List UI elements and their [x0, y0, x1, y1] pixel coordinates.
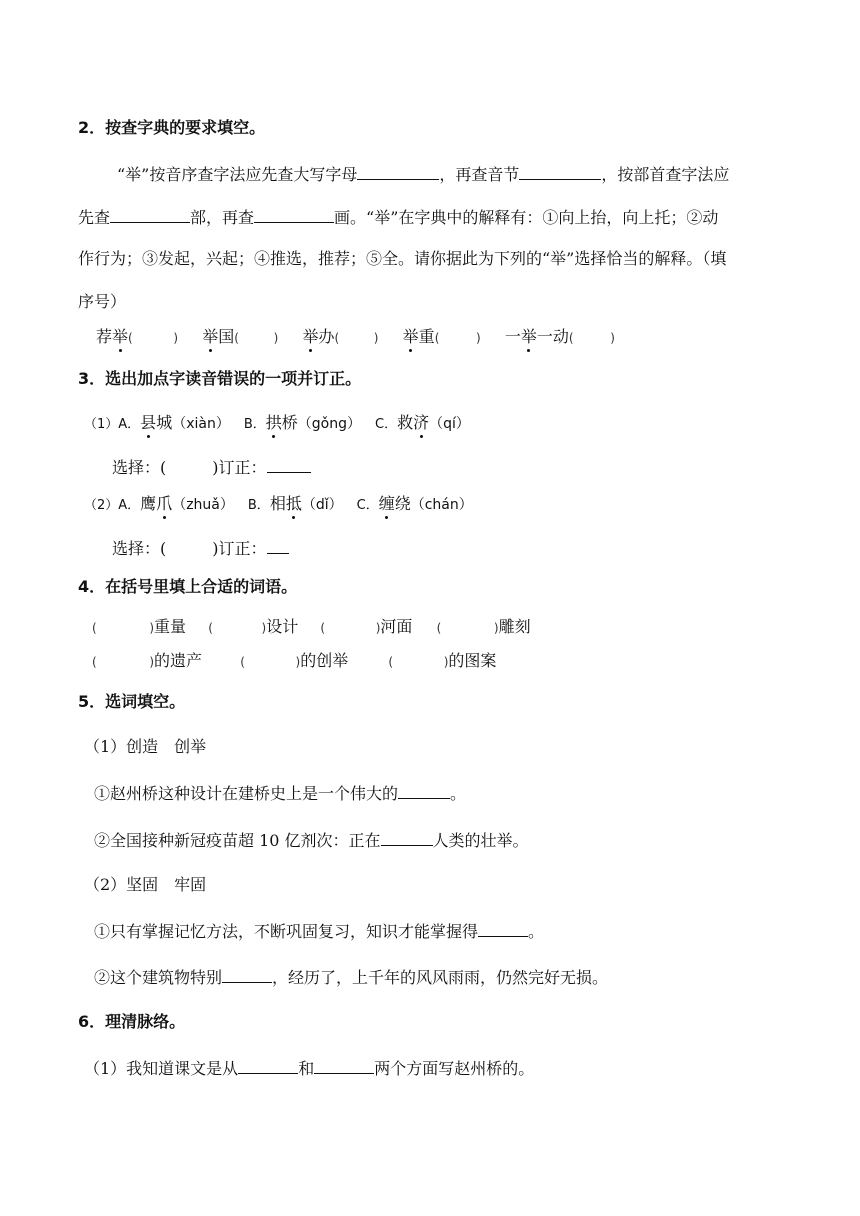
fill-paren[interactable]: ( ) [92, 654, 154, 669]
answer-paren[interactable]: ( ) [568, 330, 615, 345]
q2-line4: 序号） [78, 292, 127, 311]
word-item: 荐举 [96, 327, 129, 346]
blank-stroke-count[interactable] [254, 206, 334, 223]
fill-paren[interactable]: ( ) [92, 620, 154, 635]
q5-group1-label: （1）创造 创举 [84, 737, 207, 756]
blank-radical[interactable] [110, 206, 190, 223]
q3-set1: （1）A．县城（xiàn） B．拱桥（gǒng） C．救济（qí） [84, 413, 470, 432]
q2-title: 2．按查字典的要求填空。 [78, 118, 266, 137]
q2-line3: 作行为；③发起，兴起；④推选，推荐；⑤全。请你据此为下列的“举”选择恰当的解释。（填 [78, 249, 727, 268]
word-item: 举重 [402, 327, 435, 346]
answer-paren[interactable]: ( ) [434, 330, 481, 345]
blank-aspect-2[interactable] [314, 1057, 374, 1074]
fill-paren[interactable]: ( ) [240, 654, 301, 669]
q6-sentence1: （1）我知道课文是从 和 两个方面写赵州桥的。 [84, 1059, 535, 1078]
q3-title: 3．选出加点字读音错误的一项并订正。 [78, 369, 362, 388]
answer-paren[interactable]: ( ) [128, 330, 179, 345]
word-item: 举办 [302, 327, 335, 346]
q5-g1-sentence2: ②全国接种新冠疫苗超 10 亿剂次：正在 人类的壮举。 [94, 831, 529, 850]
fill-paren[interactable]: ( ) [208, 620, 267, 635]
q4-title: 4．在括号里填上合适的词语。 [78, 577, 298, 596]
blank-syllable[interactable] [519, 163, 601, 180]
q2-line2: 先查 部，再查 画。“举”在字典中的解释有：①向上抬，向上托；②动 [78, 208, 719, 227]
blank-correction[interactable] [267, 456, 311, 473]
q3-set2: （2）A．鹰爪（zhuǎ） B．相抵（dǐ） C．缠绕（chán） [84, 494, 473, 513]
answer-paren[interactable]: ( ) [234, 330, 279, 345]
answer-paren[interactable]: ( ) [334, 330, 379, 345]
q2-line1: “举”按音序查字法应先查大写字母 ，再查音节 ，按部首查字法应 [117, 165, 730, 184]
blank-word[interactable] [398, 782, 450, 799]
q3-set1-answer: 选择：( )订正： [112, 456, 311, 478]
q5-g2-sentence1: ①只有掌握记忆方法，不断巩固复习，知识才能掌握得 。 [94, 922, 545, 941]
q5-g2-sentence2: ②这个建筑物特别 ，经历了，上千年的风风雨雨，仍然完好无损。 [94, 968, 609, 987]
fill-paren[interactable]: ( ) [436, 620, 499, 635]
q4-row2: ( ) 的遗产 ( ) 的创举 ( ) 的图案 [92, 651, 497, 670]
blank-word[interactable] [381, 829, 433, 846]
blank-correction[interactable] [267, 537, 289, 554]
q2-word-list [96, 327, 615, 348]
word-item: 一举一动 [504, 327, 569, 346]
fill-paren[interactable]: ( ) [388, 654, 449, 669]
q5-title: 5．选词填空。 [78, 692, 186, 711]
blank-initial-letter[interactable] [357, 163, 439, 180]
q5-group2-label: （2）坚固 牢固 [84, 875, 207, 894]
blank-aspect-1[interactable] [238, 1057, 298, 1074]
fill-paren[interactable]: ( ) [320, 620, 381, 635]
q5-g1-sentence1: ①赵州桥这种设计在建桥史上是一个伟大的 。 [94, 784, 467, 803]
blank-word[interactable] [222, 966, 272, 983]
q6-title: 6．理清脉络。 [78, 1012, 186, 1031]
word-item: 举国 [202, 327, 235, 346]
blank-word[interactable] [478, 920, 528, 937]
q3-set2-answer: 选择：( )订正： [112, 537, 289, 559]
q4-row1: ( ) 重量 ( ) 设计 ( ) 河面 ( ) 雕刻 [92, 617, 531, 636]
